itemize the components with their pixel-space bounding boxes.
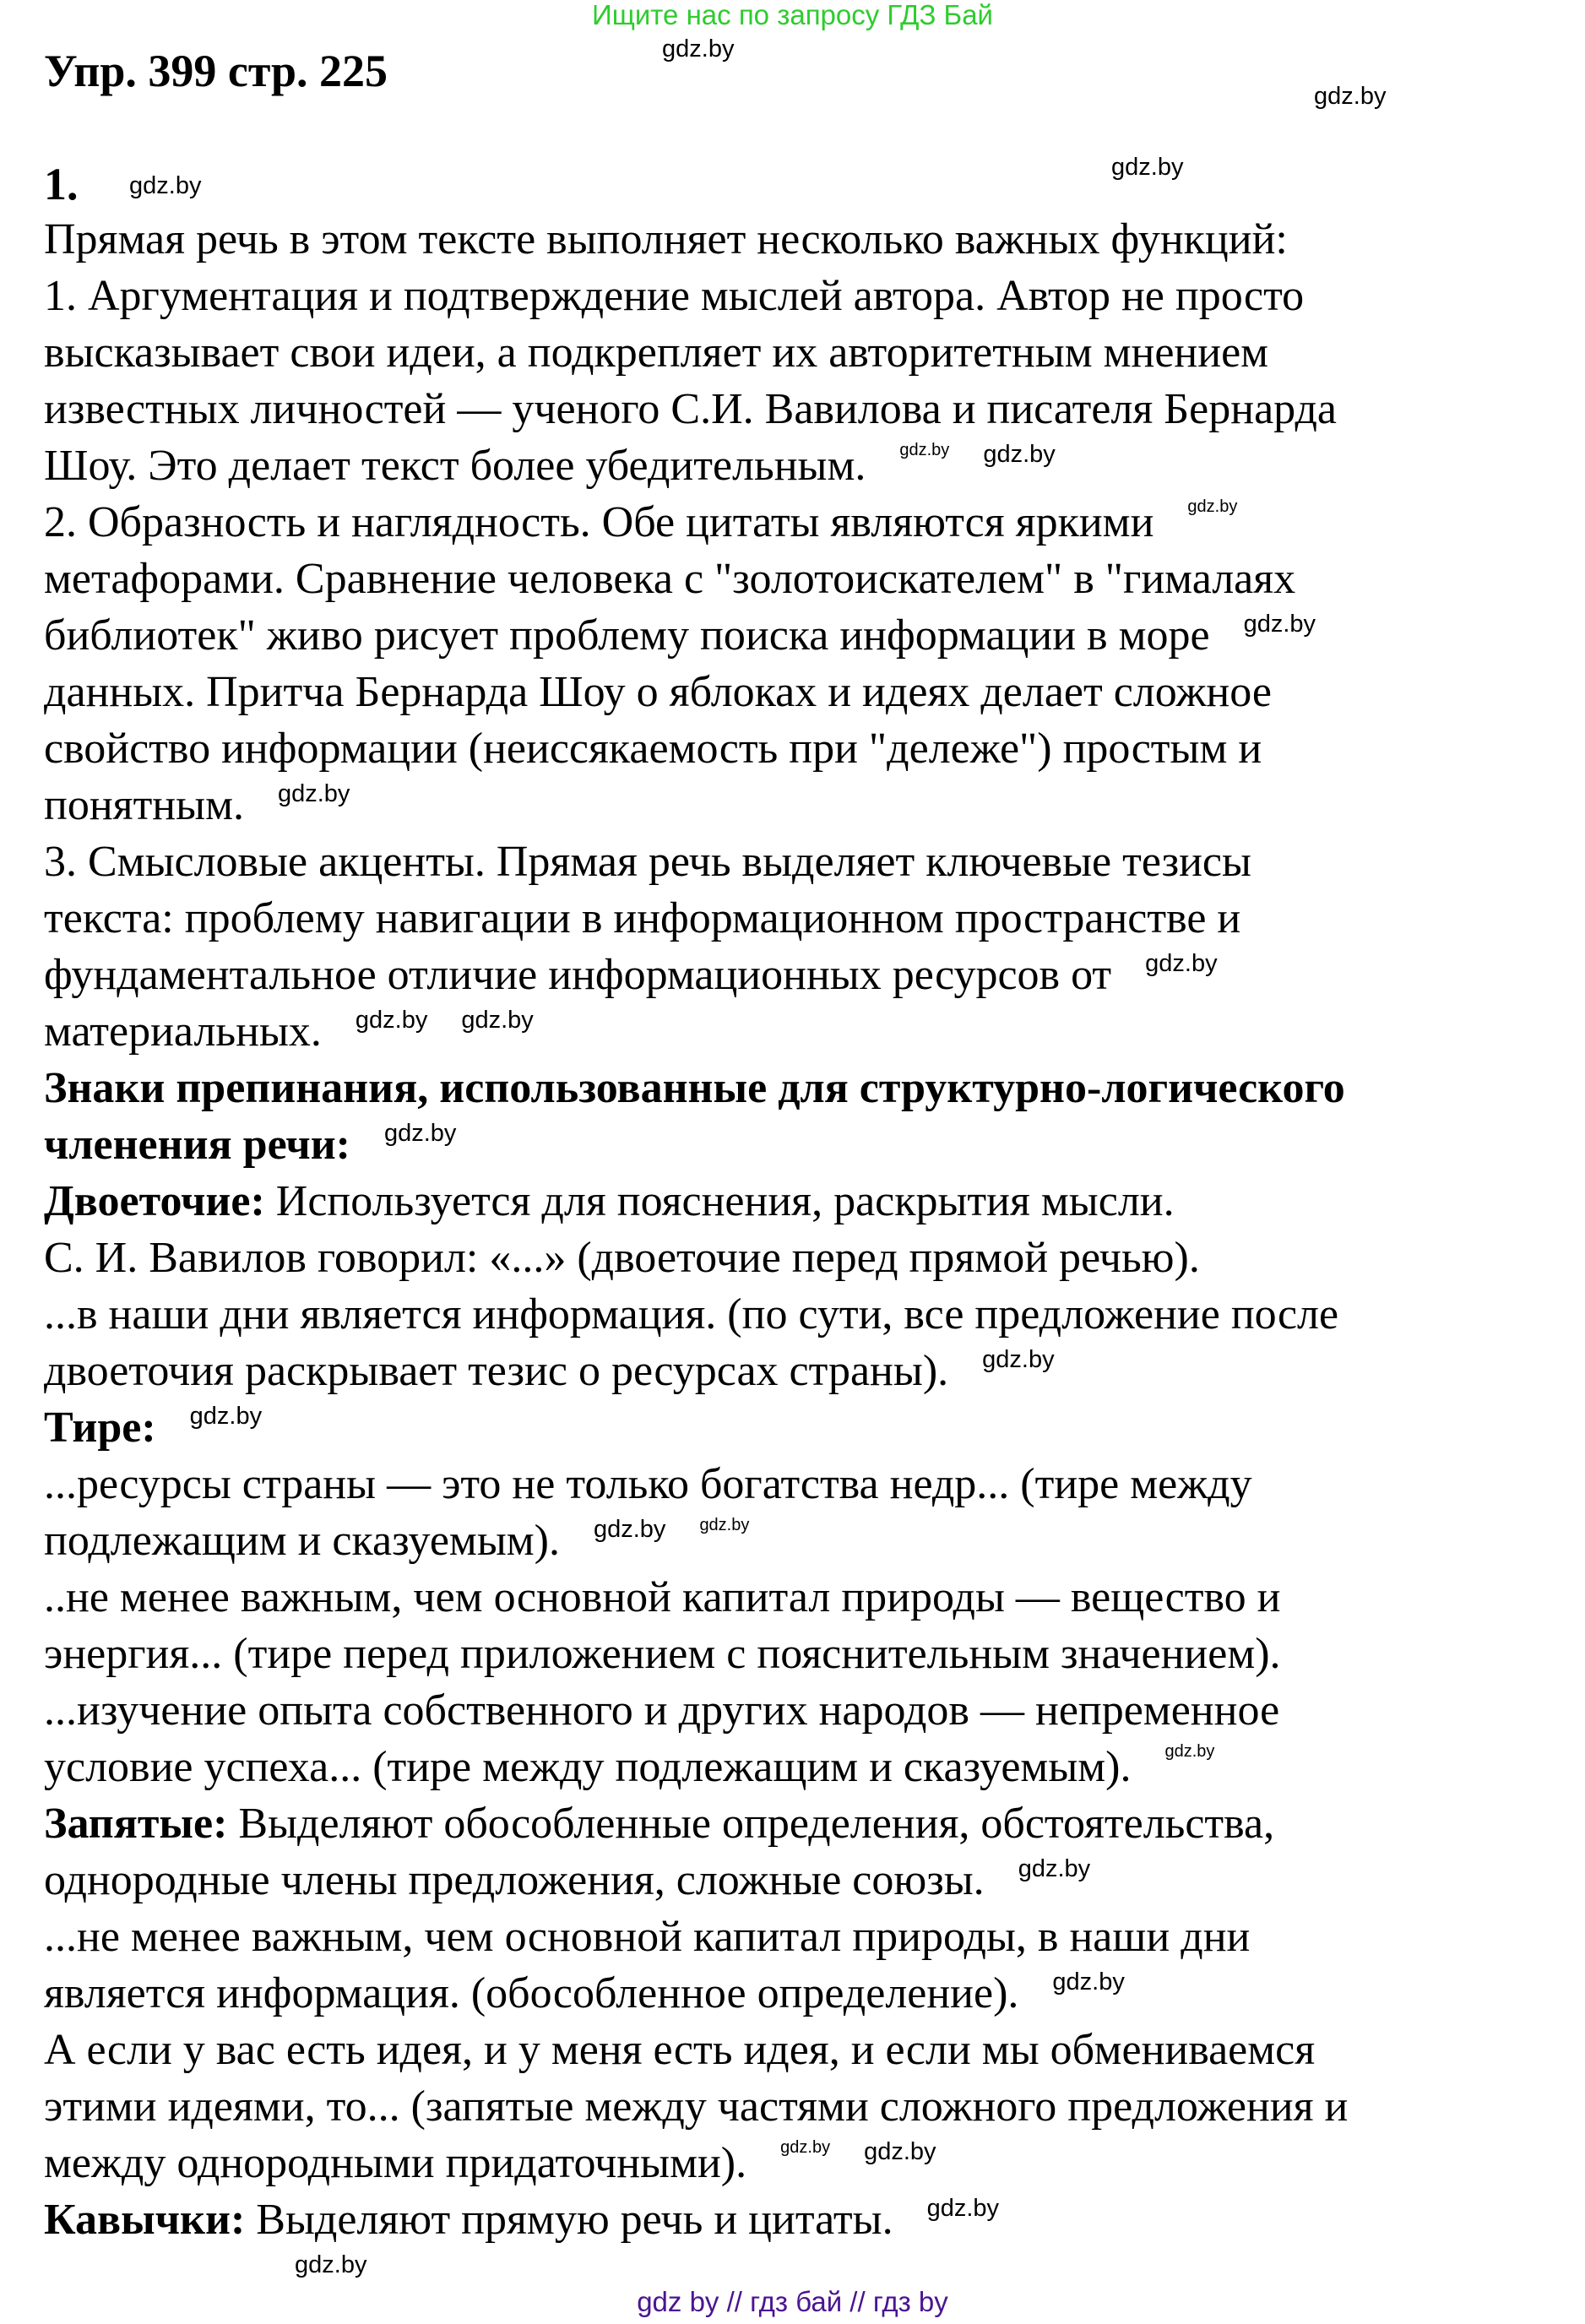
text-line [44, 1795, 1348, 1852]
line-text: высказывает свои идеи, а подкрепляет их авторитетным мнением [44, 329, 1269, 377]
watermark: gdz.by [383, 1120, 457, 1147]
text-line [44, 947, 1348, 1003]
section-number: 1. [44, 159, 79, 209]
answer-text [44, 211, 1348, 2248]
line-text: Прямая речь в этом тексте выполняет несколько важных функций: [44, 215, 1288, 263]
line-text: Выделяют прямую речь и цитаты. [245, 2196, 893, 2244]
text-line [44, 1569, 1348, 1626]
text-line [44, 551, 1348, 607]
text-line [44, 1060, 1348, 1116]
watermark: gdz.by [461, 1007, 534, 1034]
text-line [44, 211, 1348, 268]
watermark: gdz.by [1164, 1742, 1215, 1761]
text-line [44, 1456, 1348, 1512]
line-text: ...не менее важным, чем основной капитал природы, в наши дни [44, 1913, 1251, 1961]
page-title: Упр. 399 стр. 225 [44, 46, 388, 96]
text-line [44, 1909, 1348, 1965]
text-line [44, 777, 1348, 833]
line-text: подлежащим и сказуемым). [44, 1517, 560, 1565]
watermark: gdz.by [699, 1516, 750, 1534]
line-text: данных. Притча Бернарда Шоу о яблоках и идеях делает сложное [44, 668, 1272, 716]
text-line [44, 1230, 1348, 1286]
line-text: этими идеями, то... (запятые между частями сложного предложения и [44, 2082, 1349, 2131]
top-banner[interactable]: Ищите нас по запросу ГДЗ Бай [592, 0, 993, 30]
line-text: является информация. (обособленное определение). [44, 1969, 1019, 2017]
bold-heading: Кавычки: [44, 2196, 246, 2244]
watermark: gdz.by [1243, 611, 1316, 638]
text-line [44, 2191, 1348, 2248]
bold-heading: Запятые: [44, 1800, 228, 1848]
line-text: метафорами. Сравнение человека с "золотоискателем" в "гималаях [44, 555, 1296, 603]
text-line [44, 268, 1348, 324]
bold-heading: Знаки препинания, использованные для структурно-логического [44, 1064, 1345, 1112]
line-text: понятным. [44, 781, 244, 829]
bold-heading: членения речи: [44, 1121, 350, 1169]
text-line [44, 437, 1348, 494]
line-text: энергия... (тире перед приложением с пояснительным значением). [44, 1630, 1281, 1678]
watermark: gdz.by [1314, 83, 1387, 110]
line-text: фундаментальное отличие информационных ресурсов от [44, 951, 1112, 999]
text-line [44, 1512, 1348, 1569]
line-text: двоеточия раскрывает тезис о ресурсах страны). [44, 1347, 949, 1395]
watermark: gdz.by [982, 1346, 1055, 1373]
line-text: материальных. [44, 1007, 322, 1056]
watermark: gdz.by [277, 780, 350, 807]
line-text: 1. Аргументация и подтверждение мыслей автора. Автор не просто [44, 272, 1305, 320]
watermark: gdz.by [926, 2195, 1000, 2222]
line-text: библиотек" живо рисует проблему поиска информации в море [44, 611, 1210, 660]
line-text: ...ресурсы страны — это не только богатства недр... (тире между [44, 1460, 1252, 1508]
text-line [44, 720, 1348, 777]
bold-heading: Тире: [44, 1404, 156, 1452]
watermark: gdz.by [899, 441, 950, 459]
text-line [44, 1852, 1348, 1909]
bold-heading: Двоеточие: [44, 1177, 265, 1225]
watermark: gdz.by [983, 441, 1056, 468]
text-line [44, 381, 1348, 437]
line-text: А если у вас есть идея, и у меня есть идея, и если мы обмениваемся [44, 2026, 1316, 2074]
line-text: ..не менее важным, чем основной капитал природы — вещество и [44, 1573, 1281, 1621]
line-text: С. И. Вавилов говорил: «...» (двоеточие перед прямой речью). [44, 1234, 1200, 1282]
text-line [44, 1003, 1348, 1060]
line-text: известных личностей — ученого С.И. Вавилова и писателя Бернарда [44, 385, 1338, 433]
watermark: gdz.by [864, 2138, 936, 2165]
text-line [44, 494, 1348, 551]
watermark: gdz.by [1052, 1968, 1125, 1995]
line-text: текста: проблему навигации в информационном пространстве и [44, 894, 1241, 942]
footer-links[interactable]: gdz by // гдз бай // гдз by [637, 2286, 948, 2317]
line-text: свойство информации (неиссякаемость при "дележе") простым и [44, 725, 1262, 773]
watermark: gdz.by [1111, 154, 1184, 181]
line-text: 2. Образность и наглядность. Обе цитаты являются яркими [44, 498, 1154, 546]
text-line [44, 2135, 1348, 2191]
text-line [44, 2078, 1348, 2135]
watermark: gdz.by [780, 2138, 831, 2157]
text-line [44, 1173, 1348, 1230]
text-line [44, 1399, 1348, 1456]
text-line [44, 1626, 1348, 1682]
line-text: 3. Смысловые акценты. Прямая речь выделяет ключевые тезисы [44, 838, 1251, 886]
text-line [44, 1343, 1348, 1399]
watermark: gdz.by [662, 35, 735, 62]
text-line [44, 2022, 1348, 2078]
watermark: gdz.by [355, 1007, 428, 1034]
watermark: gdz.by [295, 2251, 367, 2278]
watermark: gdz.by [1018, 1855, 1091, 1882]
text-line [44, 664, 1348, 720]
line-text: ...в наши дни является информация. (по сути, все предложение после [44, 1290, 1339, 1338]
line-text: Шоу. Это делает текст более убедительным. [44, 442, 866, 490]
text-line [44, 890, 1348, 947]
line-text: между однородными придаточными). [44, 2139, 747, 2187]
text-line [44, 1286, 1348, 1343]
text-line [44, 1965, 1348, 2022]
watermark: gdz.by [1145, 950, 1218, 977]
line-text: Выделяют обособленные определения, обстоятельства, [227, 1800, 1275, 1848]
text-line [44, 324, 1348, 381]
line-text: ...изучение опыта собственного и других народов — непременное [44, 1686, 1280, 1735]
watermark: gdz.by [1187, 497, 1238, 516]
watermark: gdz.by [189, 1403, 263, 1430]
text-line [44, 833, 1348, 890]
text-line [44, 1739, 1348, 1795]
line-text: Используется для пояснения, раскрытия мысли. [264, 1177, 1175, 1225]
line-text: условие успеха... (тире между подлежащим и сказуемым). [44, 1743, 1132, 1791]
line-text: однородные члены предложения, сложные союзы. [44, 1856, 985, 1904]
watermark: gdz.by [129, 172, 202, 199]
watermark: gdz.by [593, 1516, 666, 1543]
text-line [44, 1116, 1348, 1173]
text-line [44, 1682, 1348, 1739]
text-line [44, 607, 1348, 664]
